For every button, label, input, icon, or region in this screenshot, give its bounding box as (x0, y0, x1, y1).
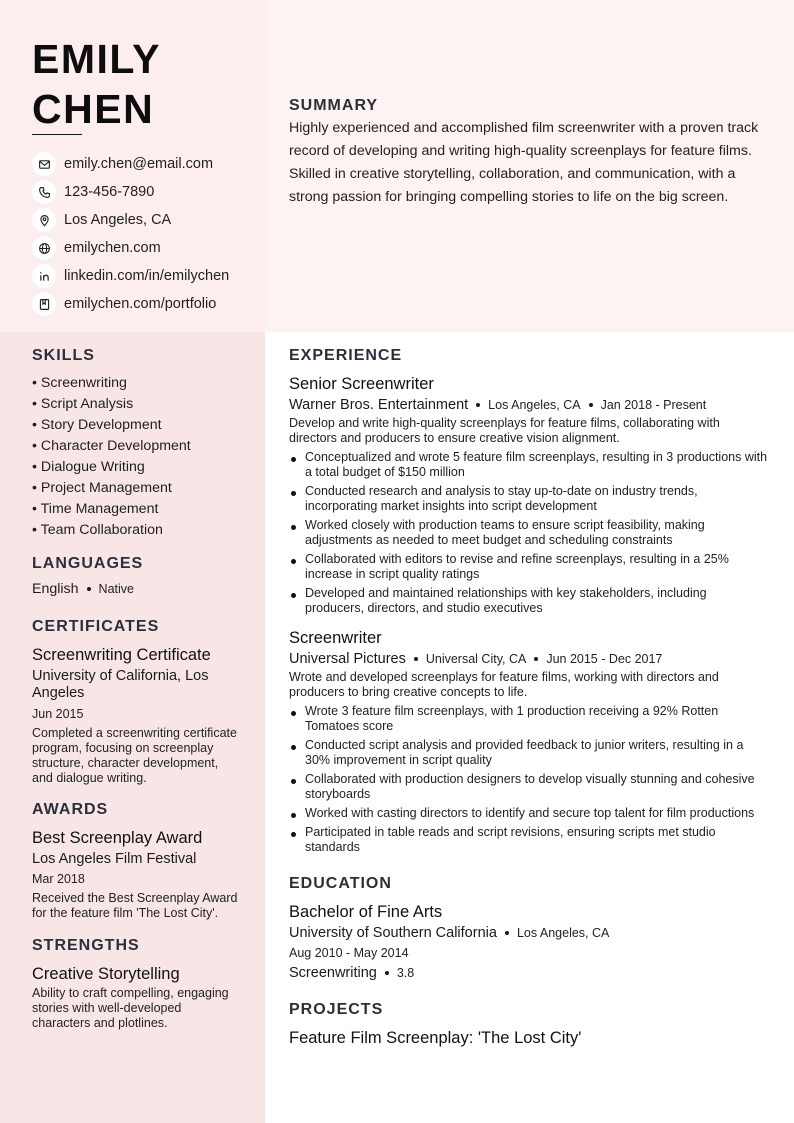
education-field: Screenwriting (289, 965, 377, 981)
language-item (32, 581, 242, 597)
job-meta (289, 397, 769, 413)
languages-heading: LANGUAGES (32, 555, 144, 572)
job-company: Warner Bros. Entertainment (289, 397, 469, 413)
education-heading: EDUCATION (289, 875, 392, 892)
contact-phone-text: 123-456-7890 (64, 184, 155, 200)
job-bullet: Conducted research and analysis to stay up-to-date on industry trends, incorporating market insights into script development (289, 484, 769, 514)
contact-location-text: Los Angeles, CA (64, 212, 172, 228)
contact-location (32, 206, 229, 234)
skill-item: • Team Collaboration (32, 520, 242, 541)
mail-icon (32, 152, 56, 176)
job-bullet: Conceptualized and wrote 5 feature film screenplays, resulting in 3 productions with a total budget of $150 million (289, 450, 769, 480)
contact-email[interactable] (32, 150, 229, 178)
separator-dot (534, 657, 538, 661)
linkedin-icon (32, 264, 56, 288)
name-divider (32, 134, 82, 135)
certificate-item (32, 644, 242, 786)
separator-dot (414, 657, 418, 661)
job-bullet: Collaborated with editors to revise and refine screenplays, resulting in a 25% increase in script quality ratings (289, 552, 769, 582)
job-description: Develop and write high-quality screenplays for feature films, collaborating with directors and producers to ensure creative vision alignment. (289, 416, 720, 445)
job-item (289, 373, 769, 616)
certificate-description: Completed a screenwriting certificate program, focusing on screenplay structure, character development, and dialogue writing. (32, 726, 237, 785)
globe-icon (32, 236, 56, 260)
skill-item: • Story Development (32, 415, 242, 436)
job-meta (289, 651, 769, 667)
summary-text: Highly experienced and accomplished film screenwriter with a proven track record of developing and writing high-quality screenplays for feature films. Skilled in creative storytelling, collaboration, and communication, with a strong passion for bringing compelling stories to life on the big screen. (289, 120, 759, 205)
job-description: Wrote and developed screenplays for feature films, working with directors and producers to bring creative concepts to life. (289, 670, 719, 699)
job-role: Screenwriter (289, 629, 382, 647)
sidebar-content (32, 347, 242, 1031)
main-content (289, 347, 769, 1049)
contact-email-text: emily.chen@email.com (64, 156, 214, 172)
contact-portfolio-text: emilychen.com/portfolio (64, 296, 217, 312)
education-dates: Aug 2010 - May 2014 (289, 946, 409, 960)
language-level: Native (98, 582, 134, 596)
award-name: Best Screenplay Award (32, 829, 203, 847)
job-item (289, 627, 769, 855)
education-location: Los Angeles, CA (516, 926, 610, 940)
skill-item: • Time Management (32, 499, 242, 520)
contact-linkedin-text: linkedin.com/in/emilychen (64, 268, 230, 284)
awards-heading: AWARDS (32, 801, 109, 818)
contact-phone[interactable] (32, 178, 229, 206)
job-dates: Jun 2015 - Dec 2017 (546, 652, 663, 666)
education-field-row (289, 965, 769, 981)
education-meta (289, 925, 769, 941)
strengths-heading: STRENGTHS (32, 937, 140, 954)
portfolio-icon (32, 292, 56, 316)
strength-item (32, 963, 242, 1031)
strength-name: Creative Storytelling (32, 965, 180, 983)
job-location: Los Angeles, CA (488, 398, 581, 412)
job-dates: Jan 2018 - Present (600, 398, 707, 412)
job-bullet: Developed and maintained relationships with key stakeholders, including producers, directors, and studio executives (289, 586, 769, 616)
job-bullet: Conducted script analysis and provided feedback to junior writers, resulting in a 30% improvement in script quality (289, 738, 769, 768)
contact-portfolio[interactable] (32, 290, 229, 318)
contact-website[interactable] (32, 234, 229, 262)
job-bullet: Wrote 3 feature film screenplays, with 1 production receiving a 92% Rotten Tomatoes score (289, 704, 769, 734)
projects-heading: PROJECTS (289, 1001, 384, 1018)
strength-description: Ability to craft compelling, engaging stories with well-developed characters and plotlines. (32, 986, 229, 1030)
job-role: Senior Screenwriter (289, 375, 434, 393)
first-name: EMILY (32, 36, 162, 82)
education-school: University of Southern California (289, 925, 497, 941)
certificate-name: Screenwriting Certificate (32, 646, 211, 664)
job-bullet: Collaborated with production designers to develop visually stunning and cohesive storyboards (289, 772, 769, 802)
separator-dot (385, 971, 389, 975)
separator-dot (476, 403, 480, 407)
job-company: Universal Pictures (289, 651, 406, 667)
location-pin-icon (32, 208, 56, 232)
skill-item: • Project Management (32, 478, 242, 499)
phone-icon (32, 180, 56, 204)
separator-dot (589, 403, 593, 407)
contact-list (32, 150, 229, 318)
job-bullets (289, 450, 769, 616)
last-name: CHEN (32, 86, 155, 132)
skills-list (32, 373, 242, 541)
contact-linkedin[interactable] (32, 262, 229, 290)
skill-item: • Dialogue Writing (32, 457, 242, 478)
experience-heading: EXPERIENCE (289, 347, 403, 364)
job-bullet: Participated in table reads and script revisions, ensuring scripts met studio standards (289, 825, 769, 855)
job-bullet: Worked with casting directors to identify and secure top talent for film productions (289, 806, 769, 821)
award-date: Mar 2018 (32, 872, 85, 886)
separator-dot (87, 587, 91, 591)
project-name: Feature Film Screenplay: 'The Lost City' (289, 1029, 582, 1047)
skill-item: • Screenwriting (32, 373, 242, 394)
candidate-name (32, 34, 161, 134)
award-issuer: Los Angeles Film Festival (32, 851, 197, 867)
separator-dot (505, 931, 509, 935)
contact-website-text: emilychen.com (64, 240, 161, 256)
skills-heading: SKILLS (32, 347, 95, 364)
skill-item: • Character Development (32, 436, 242, 457)
education-degree: Bachelor of Fine Arts (289, 903, 443, 921)
award-item (32, 827, 242, 921)
certificate-issuer: University of California, Los Angeles (32, 668, 209, 701)
job-bullet: Worked closely with production teams to ensure script feasibility, making adjustments as needed to meet budget and scheduling constraints (289, 518, 769, 548)
skill-item: • Script Analysis (32, 394, 242, 415)
education-item (289, 901, 769, 981)
summary-heading: SUMMARY (289, 97, 379, 114)
certificate-date: Jun 2015 (32, 707, 84, 721)
language-name: English (32, 581, 79, 597)
award-description: Received the Best Screenplay Award for the feature film 'The Lost City'. (32, 891, 238, 920)
job-location: Universal City, CA (425, 652, 527, 666)
certificates-heading: CERTIFICATES (32, 618, 160, 635)
job-bullets (289, 704, 769, 855)
education-gpa: 3.8 (396, 966, 415, 980)
